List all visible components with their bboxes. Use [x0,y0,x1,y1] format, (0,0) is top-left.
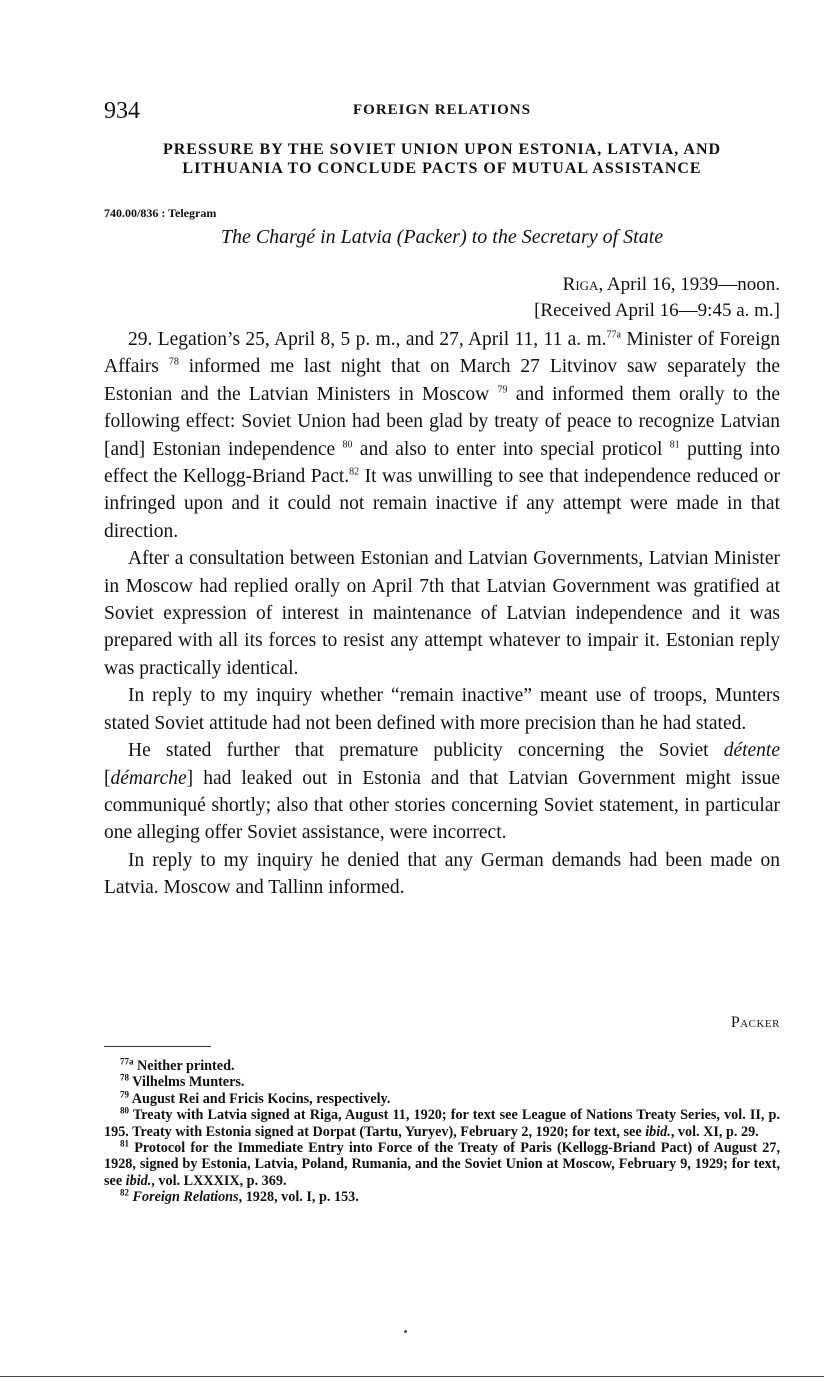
text-run: Protocol for the Immediate Entry into Force of the Treaty of Paris (Kellogg-Briand Pact) of August 27, 1928, signed by Estonia, Latvia, Poland, Rumania, and the Soviet Union at Moscow, February 9, 1929; for text, see [104,1140,780,1189]
footnote-mark: 81 [120,1138,129,1149]
page-number: 934 [104,98,140,124]
running-head: FOREIGN RELATIONS [352,102,531,118]
text-run: It was unwilling to see that independence reduced or infringed upon and it could not remain inactive if any attempt were made in that direction. [104,466,780,542]
text-run: informed me last night that on March 27 Litvinov saw separately the Estonian and the Latvian Ministers in Moscow [104,356,780,405]
footnote [104,1091,780,1107]
file-reference: 740.00/836 : Telegram [104,206,217,220]
footnote-mark: 77a [120,1056,134,1067]
text-run: Minister of Foreign Affairs [104,329,781,378]
paragraph [104,326,780,545]
date: , April 16, 1939—noon. [598,274,780,295]
received-line: [Received April 16—9:45 a. m.] [534,300,780,321]
text-run: In reply to my inquiry he denied that any German demands had been made on Latvia. Moscow and Tallinn informed. [104,849,780,899]
text-run: August Rei and Fricis Kocins, respectively. [131,1090,391,1107]
place: Riga [562,274,599,295]
footnote [104,1058,780,1074]
text-run: ] had leaked out in Estonia and that Latvian Government might issue communiqué shortly; also that other stories concerning Soviet statement, in particular one alleging offer Soviet assistance, were incorrect. [104,767,780,844]
text-run: [ [104,767,111,789]
italic-run: Foreign Relations [132,1189,239,1206]
page-header [104,96,780,126]
footnote-mark: 78 [120,1072,129,1083]
section-title-line-1: PRESSURE BY THE SOVIET UNION UPON ESTONIA, LATVIA, AND [162,141,722,158]
footnote-ref: 81 [669,439,680,451]
text-run: 29. Legation’s 25, April 8, 5 p. m., and 27, April 11, 11 a. m. [128,329,607,350]
italic-run: détente [723,740,780,762]
footnote-rule [104,1046,211,1047]
text-run: and informed them orally to the following effect: Soviet Union had been glad by treaty of peace to recognize Latvian [and] Estonian independence [104,383,780,460]
footnote-ref: 79 [497,384,508,396]
date-line [534,272,780,298]
footnote-ref: 80 [342,439,353,451]
page-bottom-edge [0,1376,824,1377]
footnote-ref: 77a [606,329,621,341]
footnote-ref: 78 [168,356,179,368]
footnote-mark: 80 [120,1105,129,1116]
telegram-body [104,326,780,902]
paragraph [104,545,780,682]
footnote [104,1107,780,1140]
paragraph [104,682,780,737]
dateline [534,272,780,324]
text-run: Vilhelms Munters. [132,1074,245,1091]
text-run: In reply to my inquiry whether “remain inactive” meant use of troops, Munters stated Soviet attitude had not been defined with more precision than he had stated. [104,685,780,734]
footnotes [104,1058,780,1206]
footnote-ref: 82 [349,466,360,478]
section-title [104,140,780,178]
document-heading: The Chargé in Latvia (Packer) to the Secretary of State [220,226,664,248]
text-run: Neither printed. [137,1058,235,1074]
footnote [104,1140,780,1189]
paragraph [104,737,780,847]
footnote [104,1074,780,1090]
text-run: , vol. LXXXIX, p. 369. [151,1172,287,1189]
text-run: Treaty with Latvia signed at Riga, August 11, 1920; for text see League of Nations Treaty Series, vol. II, p. 195. Treaty with Estonia signed at Dorpat (Tartu, Yuryev), February 2, 1920; for text, see [104,1107,780,1140]
footnote [104,1189,780,1205]
text-run: putting into effect the Kellogg-Briand Pact. [104,438,780,488]
page-speck [404,1330,407,1333]
signature: Packer [730,1014,780,1031]
text-run: He stated further that premature publicity concerning the Soviet [128,740,724,762]
text-run: , vol. XI, p. 29. [670,1123,759,1140]
text-run: After a consultation between Estonian and Latvian Governments, Latvian Minister in Moscow had replied orally on April 7th that Latvian Government was gratified at Soviet expression of interest in maintenance of Latvian independence and it was prepared with all its forces to resist any attempt whatever to impair it. Estonian reply was practically identical. [104,548,780,679]
text-run: , 1928, vol. I, p. 153. [238,1189,359,1206]
footnote-mark: 82 [120,1187,129,1198]
text-run: and also to enter into special proticol [352,438,670,460]
footnote-mark: 79 [120,1089,129,1100]
paragraph [104,847,780,902]
italic-run: ibid. [645,1123,671,1140]
italic-run: démarche [110,767,187,789]
italic-run: ibid. [125,1172,152,1189]
section-title-line-2: LITHUANIA TO CONCLUDE PACTS OF MUTUAL ASSISTANCE [182,160,702,177]
